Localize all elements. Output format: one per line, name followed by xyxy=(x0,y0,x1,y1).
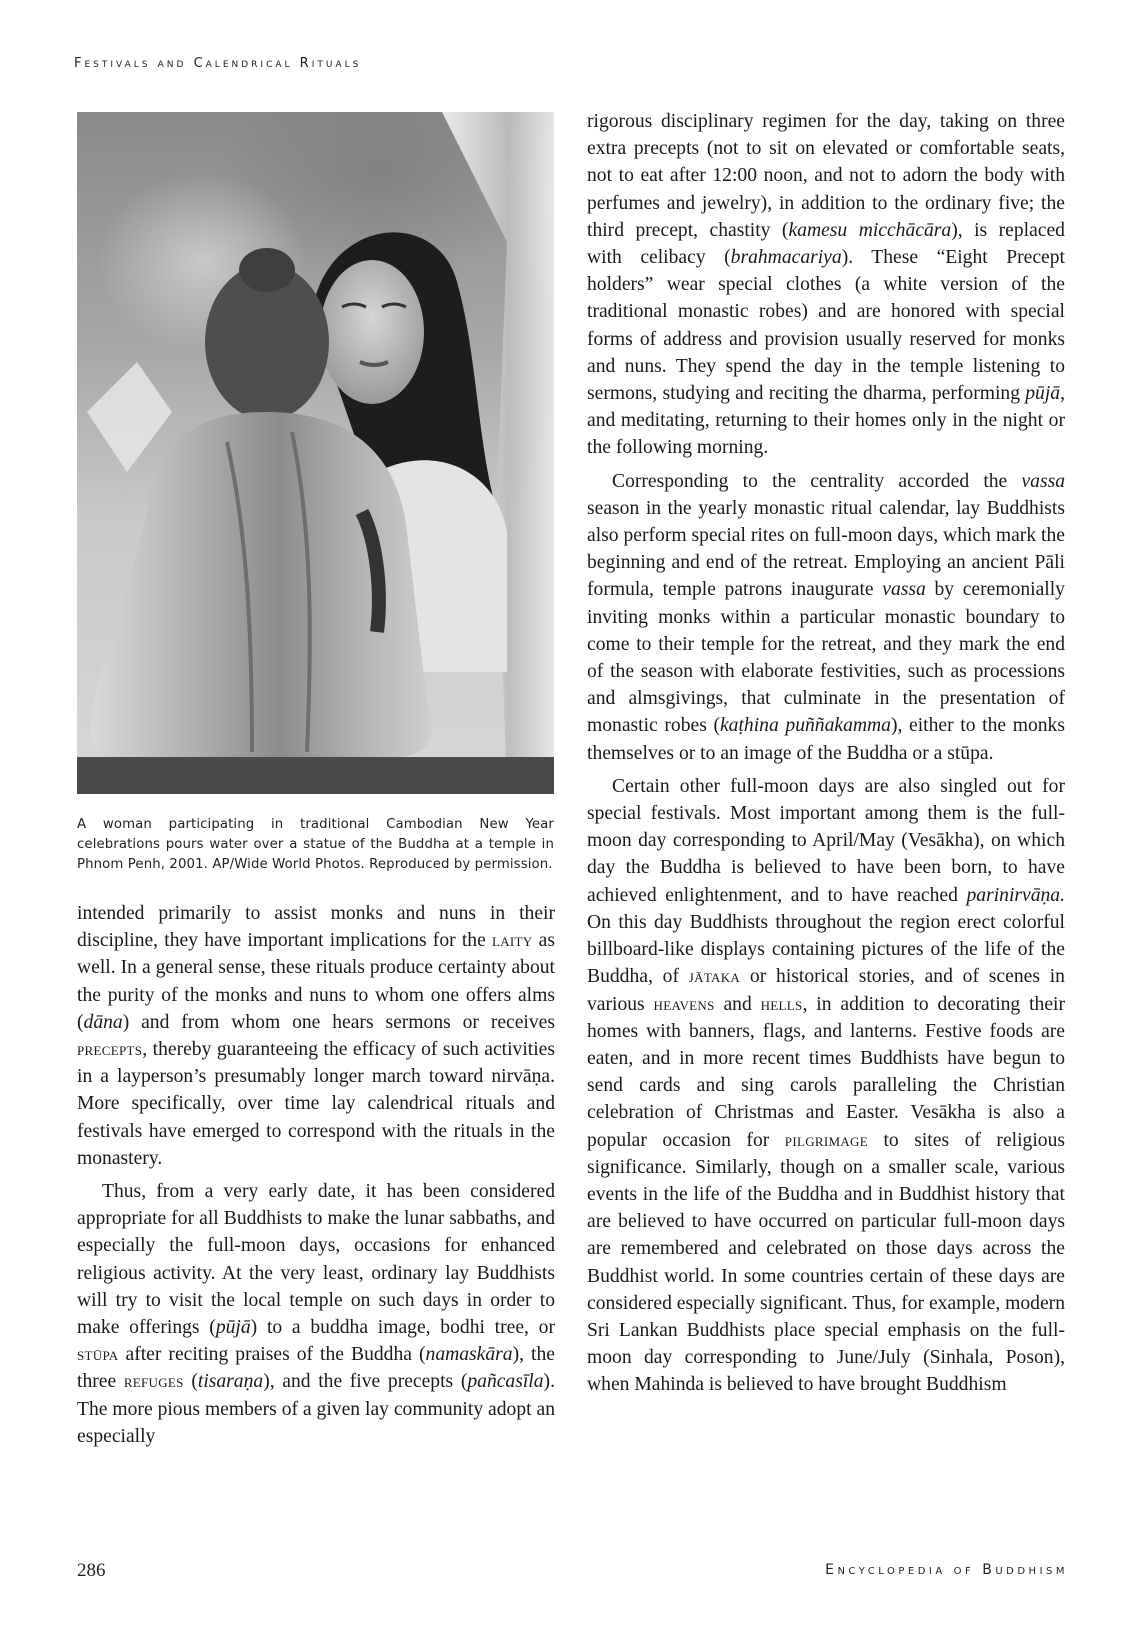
italic-term: brahmacariya xyxy=(730,247,842,269)
text-run: ), the three xyxy=(77,1344,555,1393)
italic-term: vassa xyxy=(1021,470,1065,492)
cross-reference: precepts xyxy=(77,1039,143,1060)
woman-face xyxy=(320,260,424,404)
text-run: , thereby guaranteeing the efficacy of such activities in a layperson’s presumably longer march toward nirvāṇa. More specifically, over time lay calendrical rituals and festivals have emerged to correspond with the rituals in the monastery. xyxy=(77,1039,555,1169)
text-run: to sites of religious significance. Similarly, though on a smaller scale, various events in the life of the Buddha and in Buddhist history that are believed to have occurred on particular full-moon days are remembered and celebrated on those days across the Buddhist world. In some countries certain of these days are considered especially significant. Thus, for example, modern Sri Lankan Buddhists place special emphasis on the full-moon day corresponding to June/July (Sinhala, Poson), when Mahinda is believed to have brought Buddhism xyxy=(587,1129,1065,1396)
right-column xyxy=(587,108,1065,1399)
text-run: ) and from whom one hears sermons or receives xyxy=(122,1011,555,1033)
paragraph xyxy=(587,468,1065,767)
italic-term: namaskāra xyxy=(425,1344,513,1366)
running-foot: Encyclopedia of Buddhism xyxy=(825,1562,1068,1578)
text-run: , and meditating, returning to their homes only in the night or the following morning. xyxy=(587,383,1065,459)
running-head: Festivals and Calendrical Rituals xyxy=(74,56,362,71)
text-run: ). The more pious members of a given lay community adopt an especially xyxy=(77,1371,555,1447)
cross-reference: jātaka xyxy=(688,966,741,987)
text-run: Thus, from a very early date, it has been considered appropriate for all Buddhists to make the lunar sabbaths, and especially the full-moon days, occasions for enhanced religious activity. At the very least, ordinary lay Buddhists will try to visit the local temple on such days in order to make offerings ( xyxy=(77,1181,555,1339)
text-run: , in addition to decorating their homes with banners, flags, and lanterns. Festive foods are eaten, and in more recent times Buddhists have begun to send cards and sing carols paralleling the Christian celebration of Christmas and Easter. Vesākha is also a popular occasion for xyxy=(587,993,1065,1151)
italic-term: vassa xyxy=(882,579,926,601)
left-column xyxy=(77,900,555,1450)
text-run: ), either to the monks themselves or to an image of the Buddha or a stūpa. xyxy=(587,715,1065,764)
text-run: ) to a buddha image, bodhi tree, or xyxy=(250,1317,555,1339)
text-run: by ceremonially inviting monks within a particular monastic boundary to come to their temple for the retreat, and they mark the end of the season with elaborate festivities, such as processions and almsgivings, that culminate in the presentation of monastic robes ( xyxy=(587,579,1065,737)
cross-reference: refuges xyxy=(123,1371,184,1392)
cross-reference: stūpa xyxy=(77,1344,119,1365)
text-run: season in the yearly monastic ritual calendar, lay Buddhists also perform special rites on full-moon days, which mark the beginning and end of the retreat. Employing an ancient Pāli formula, temple patrons inaugurate xyxy=(587,497,1065,601)
text-run: or historical stories, and of scenes in various xyxy=(587,966,1065,1015)
text-run: after reciting praises of the Buddha ( xyxy=(118,1344,426,1366)
italic-term: pañcasīla xyxy=(467,1371,544,1393)
figure-photo xyxy=(77,112,554,794)
text-run: and xyxy=(714,993,761,1015)
cross-reference: heavens xyxy=(653,993,715,1014)
paragraph xyxy=(77,900,555,1172)
text-run: On this day Buddhists throughout the region erect colorful billboard-like displays containing pictures of the life of the Buddha, of xyxy=(587,911,1065,988)
italic-term: pūjā xyxy=(215,1317,251,1339)
text-run: as well. In a general sense, these rituals produce certainty about the purity of the monks and nuns to whom one offers alms ( xyxy=(77,930,555,1033)
italic-term: dāna xyxy=(83,1011,123,1033)
italic-term: kaṭhina puññakamma xyxy=(719,715,891,737)
paragraph xyxy=(587,108,1065,462)
water-vessel xyxy=(87,362,172,472)
italic-term: parinirvāṇa. xyxy=(966,884,1065,906)
text-run: Certain other full-moon days are also singled out for special festivals. Most important among them is the full-moon day corresponding to April/May (Vesākha), on which day the Buddha is believed to have been born, to have achieved enlightenment, and to have reached xyxy=(587,775,1065,906)
figure-caption: A woman participating in traditional Cambodian New Year celebrations pours water over a statue of the Buddha at a temple in Phnom Penh, 2001. AP/Wide World Photos. Reproduced by permission. xyxy=(77,817,554,872)
text-run: Corresponding to the centrality accorded the xyxy=(612,470,1022,492)
cross-reference: pilgrimage xyxy=(784,1129,868,1150)
italic-term: kamesu micchācāra xyxy=(788,219,952,241)
text-run: rigorous disciplinary regimen for the day, taking on three extra precepts (not to sit on elevated or comfortable seats, not to eat after 12:00 noon, and not to adorn the body with perfumes and jewelry), in addition to the ordinary five; the third precept, chastity ( xyxy=(587,111,1065,241)
italic-term: tisaraṇa xyxy=(197,1371,264,1393)
paragraph xyxy=(587,773,1065,1399)
text-run: ), is replaced with celibacy ( xyxy=(587,219,1065,269)
text-run: ( xyxy=(183,1371,198,1393)
photo-illustration xyxy=(77,112,554,794)
text-run: ). These “Eight Precept holders” wear special clothes (a white version of the traditional monastic robes) and are honored with special forms of address and provision usually reserved for monks and nuns. They spend the day in the temple listening to sermons, studying and reciting the dharma, performing xyxy=(587,247,1065,405)
cross-reference: laity xyxy=(491,930,533,951)
paragraph xyxy=(77,1178,555,1450)
page-number: 286 xyxy=(77,1560,106,1581)
text-run: ), and the five precepts ( xyxy=(263,1371,468,1393)
cross-reference: hells xyxy=(760,993,803,1014)
statue-base xyxy=(77,757,554,794)
italic-term: pūjā xyxy=(1025,383,1061,405)
text-run: intended primarily to assist monks and nuns in their discipline, they have important implications for the xyxy=(77,903,555,952)
